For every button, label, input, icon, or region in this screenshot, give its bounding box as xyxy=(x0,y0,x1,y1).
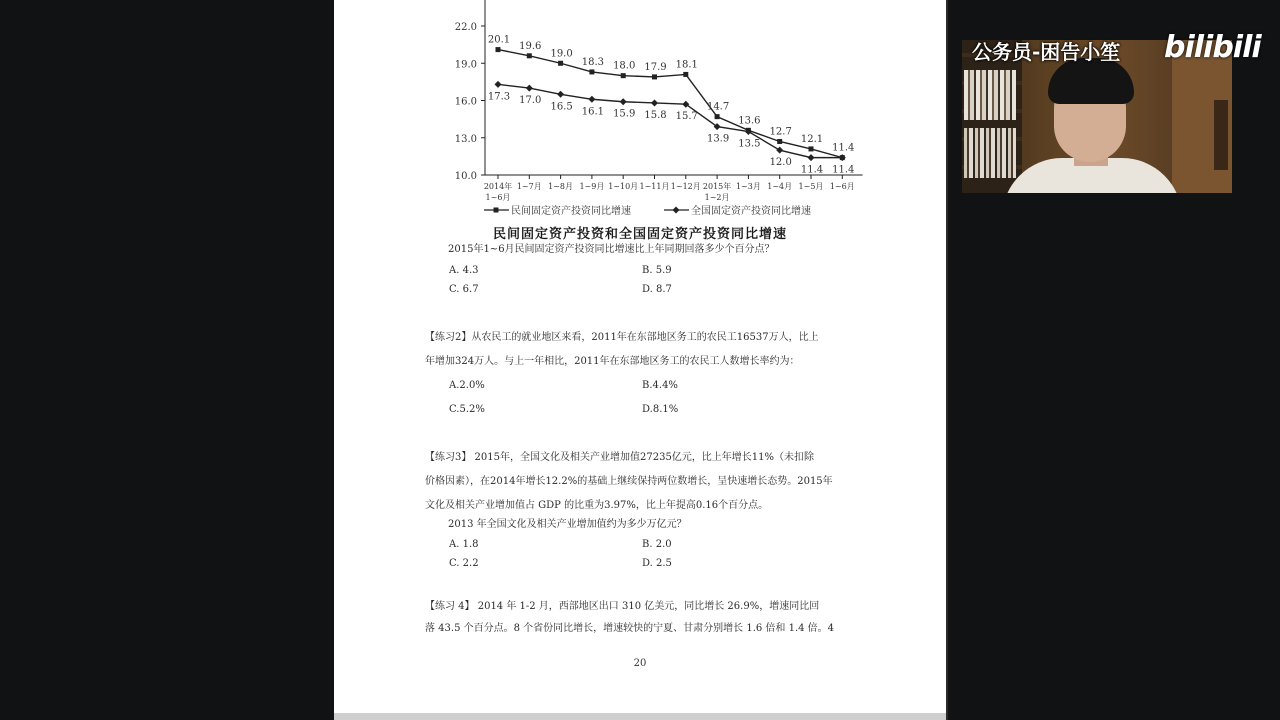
series-line-2 xyxy=(498,84,842,157)
x-tick-label: 1~11月 xyxy=(639,182,670,191)
data-label: 16.5 xyxy=(550,101,573,113)
books-row-1 xyxy=(964,70,1016,120)
q2-line-1: 【练习2】从农民工的就业地区来看，2011年在东部地区务工的农民工16537万人，比上 xyxy=(425,332,819,343)
data-label: 19.6 xyxy=(519,40,542,52)
data-label: 15.9 xyxy=(613,108,636,120)
q2-option-c: C.5.2% xyxy=(449,404,485,415)
page-bottom-edge xyxy=(334,713,946,720)
data-label: 16.1 xyxy=(581,106,605,118)
data-label: 13.9 xyxy=(706,133,730,145)
x-tick-label: 1~6月 xyxy=(829,182,855,191)
document-page xyxy=(334,0,946,713)
q1-option-b: B. 5.9 xyxy=(642,265,672,276)
data-label: 17.9 xyxy=(644,61,667,73)
legend-square-marker xyxy=(494,208,499,213)
data-point-diamond xyxy=(620,98,627,105)
x-tick-label: 2014年 xyxy=(483,182,513,191)
data-label: 18.0 xyxy=(613,60,636,72)
data-point-square xyxy=(527,53,532,58)
data-label: 15.8 xyxy=(644,109,667,121)
q2-option-d: D.8.1% xyxy=(642,404,679,415)
legend-label-1: 民间固定资产投资同比增速 xyxy=(511,206,631,217)
data-label: 12.7 xyxy=(769,126,792,138)
x-tick-label: 1~3月 xyxy=(735,182,761,191)
x-tick-label: 1~10月 xyxy=(608,182,639,191)
data-label: 11.4 xyxy=(800,164,824,176)
q3-line-1: 【练习3】 2015年，全国文化及相关产业增加值27235亿元，比上年增长11%（未扣除 xyxy=(425,452,815,463)
data-label: 12.1 xyxy=(800,133,824,145)
q1-option-d: D. 8.7 xyxy=(642,284,672,295)
x-tick-label: 2015年 xyxy=(702,182,732,191)
channel-label: 公务员-困告小笙 xyxy=(972,40,1121,64)
data-point-diamond xyxy=(588,96,595,103)
data-point-diamond xyxy=(495,81,502,88)
data-point-square xyxy=(777,139,782,144)
data-label: 19.0 xyxy=(550,48,573,60)
q1-question: 2015年1~6月民间固定资产投资同比增速比上年同期回落多少个百分点？ xyxy=(448,244,775,255)
data-point-diamond xyxy=(808,154,815,161)
q2-option-a: A.2.0% xyxy=(449,380,485,391)
data-label: 12.0 xyxy=(769,157,792,169)
x-tick-label: 1~12月 xyxy=(670,182,701,191)
data-point-square xyxy=(809,146,814,151)
y-tick-label: 10.0 xyxy=(454,171,477,182)
q3-line-3: 文化及相关产业增加值占 GDP 的比重为3.97%，比上年提高0.16个百分点。 xyxy=(425,500,769,511)
data-point-square xyxy=(652,74,657,79)
line-chart xyxy=(334,0,946,222)
y-tick-label: 13.0 xyxy=(454,133,477,145)
data-label: 14.7 xyxy=(706,101,730,113)
x-tick-label: 1~8月 xyxy=(548,182,574,191)
data-label: 13.6 xyxy=(738,115,761,127)
page-side-edge xyxy=(946,0,948,720)
data-label: 15.7 xyxy=(675,111,698,123)
data-label: 18.3 xyxy=(581,56,605,68)
data-label: 17.3 xyxy=(487,91,511,103)
data-label: 17.0 xyxy=(519,95,542,107)
y-tick-label: 19.0 xyxy=(454,59,477,71)
q1-option-c: C. 6.7 xyxy=(449,284,479,295)
x-tick-label: 1~5月 xyxy=(798,182,824,191)
y-tick-label: 22.0 xyxy=(454,22,477,33)
page-number: 20 xyxy=(633,658,647,669)
data-point-diamond xyxy=(526,85,533,92)
data-label: 20.1 xyxy=(487,34,511,46)
q3-option-b: B. 2.0 xyxy=(642,539,672,550)
bilibili-logo: bilibili xyxy=(1164,30,1261,65)
data-point-square xyxy=(558,61,563,66)
data-label: 11.4 xyxy=(832,142,855,154)
data-point-square xyxy=(715,114,720,119)
x-tick-label: 1~2月 xyxy=(704,193,730,202)
q3-option-d: D. 2.5 xyxy=(642,558,672,569)
q2-line-2: 年增加324万人。与上一年相比，2011年在东部地区务工的农民工人数增长率约为： xyxy=(425,356,800,367)
x-tick-label: 1~6月 xyxy=(485,193,511,202)
q3-line-2: 价格因素），在2014年增长12.2%的基础上继续保持两位数增长，呈快速增长态势。2015年 xyxy=(425,476,833,487)
q3-option-a: A. 1.8 xyxy=(449,539,479,550)
legend-diamond-marker xyxy=(673,207,680,214)
data-point-square xyxy=(496,47,501,52)
x-tick-label: 1~7月 xyxy=(516,182,542,191)
data-point-square xyxy=(621,73,626,78)
books-row-2 xyxy=(964,128,1016,178)
legend-label-2: 全国固定资产投资同比增速 xyxy=(691,206,811,217)
data-point-diamond xyxy=(651,99,658,106)
q4-line-2: 落 43.5 个百分点。8 个省份同比增长，增速较快的宁夏、甘肃分别增长 1.6 倍和 1.4 倍。4 xyxy=(425,623,835,634)
q3-option-c: C. 2.2 xyxy=(449,558,479,569)
x-tick-label: 1~9月 xyxy=(579,182,605,191)
data-point-diamond xyxy=(557,91,564,98)
data-point-square xyxy=(589,69,594,74)
x-tick-label: 1~4月 xyxy=(767,182,793,191)
data-label: 18.1 xyxy=(675,59,698,71)
q2-option-b: B.4.4% xyxy=(642,380,678,391)
data-label: 11.4 xyxy=(832,164,855,176)
data-point-square xyxy=(683,72,688,77)
door-frame xyxy=(1214,100,1228,170)
data-point-diamond xyxy=(776,147,783,154)
data-label: 13.5 xyxy=(738,138,761,150)
q1-option-a: A. 4.3 xyxy=(449,265,479,276)
q4-line-1: 【练习 4】 2014 年 1-2 月，西部地区出口 310 亿美元，同比增长 26.9%，增速同比回 xyxy=(425,601,820,612)
y-tick-label: 16.0 xyxy=(454,96,477,108)
q3-question: 2013 年全国文化及相关产业增加值约为多少万亿元？ xyxy=(448,519,687,530)
chart-title: 民间固定资产投资和全国固定资产投资同比增速 xyxy=(492,227,787,242)
